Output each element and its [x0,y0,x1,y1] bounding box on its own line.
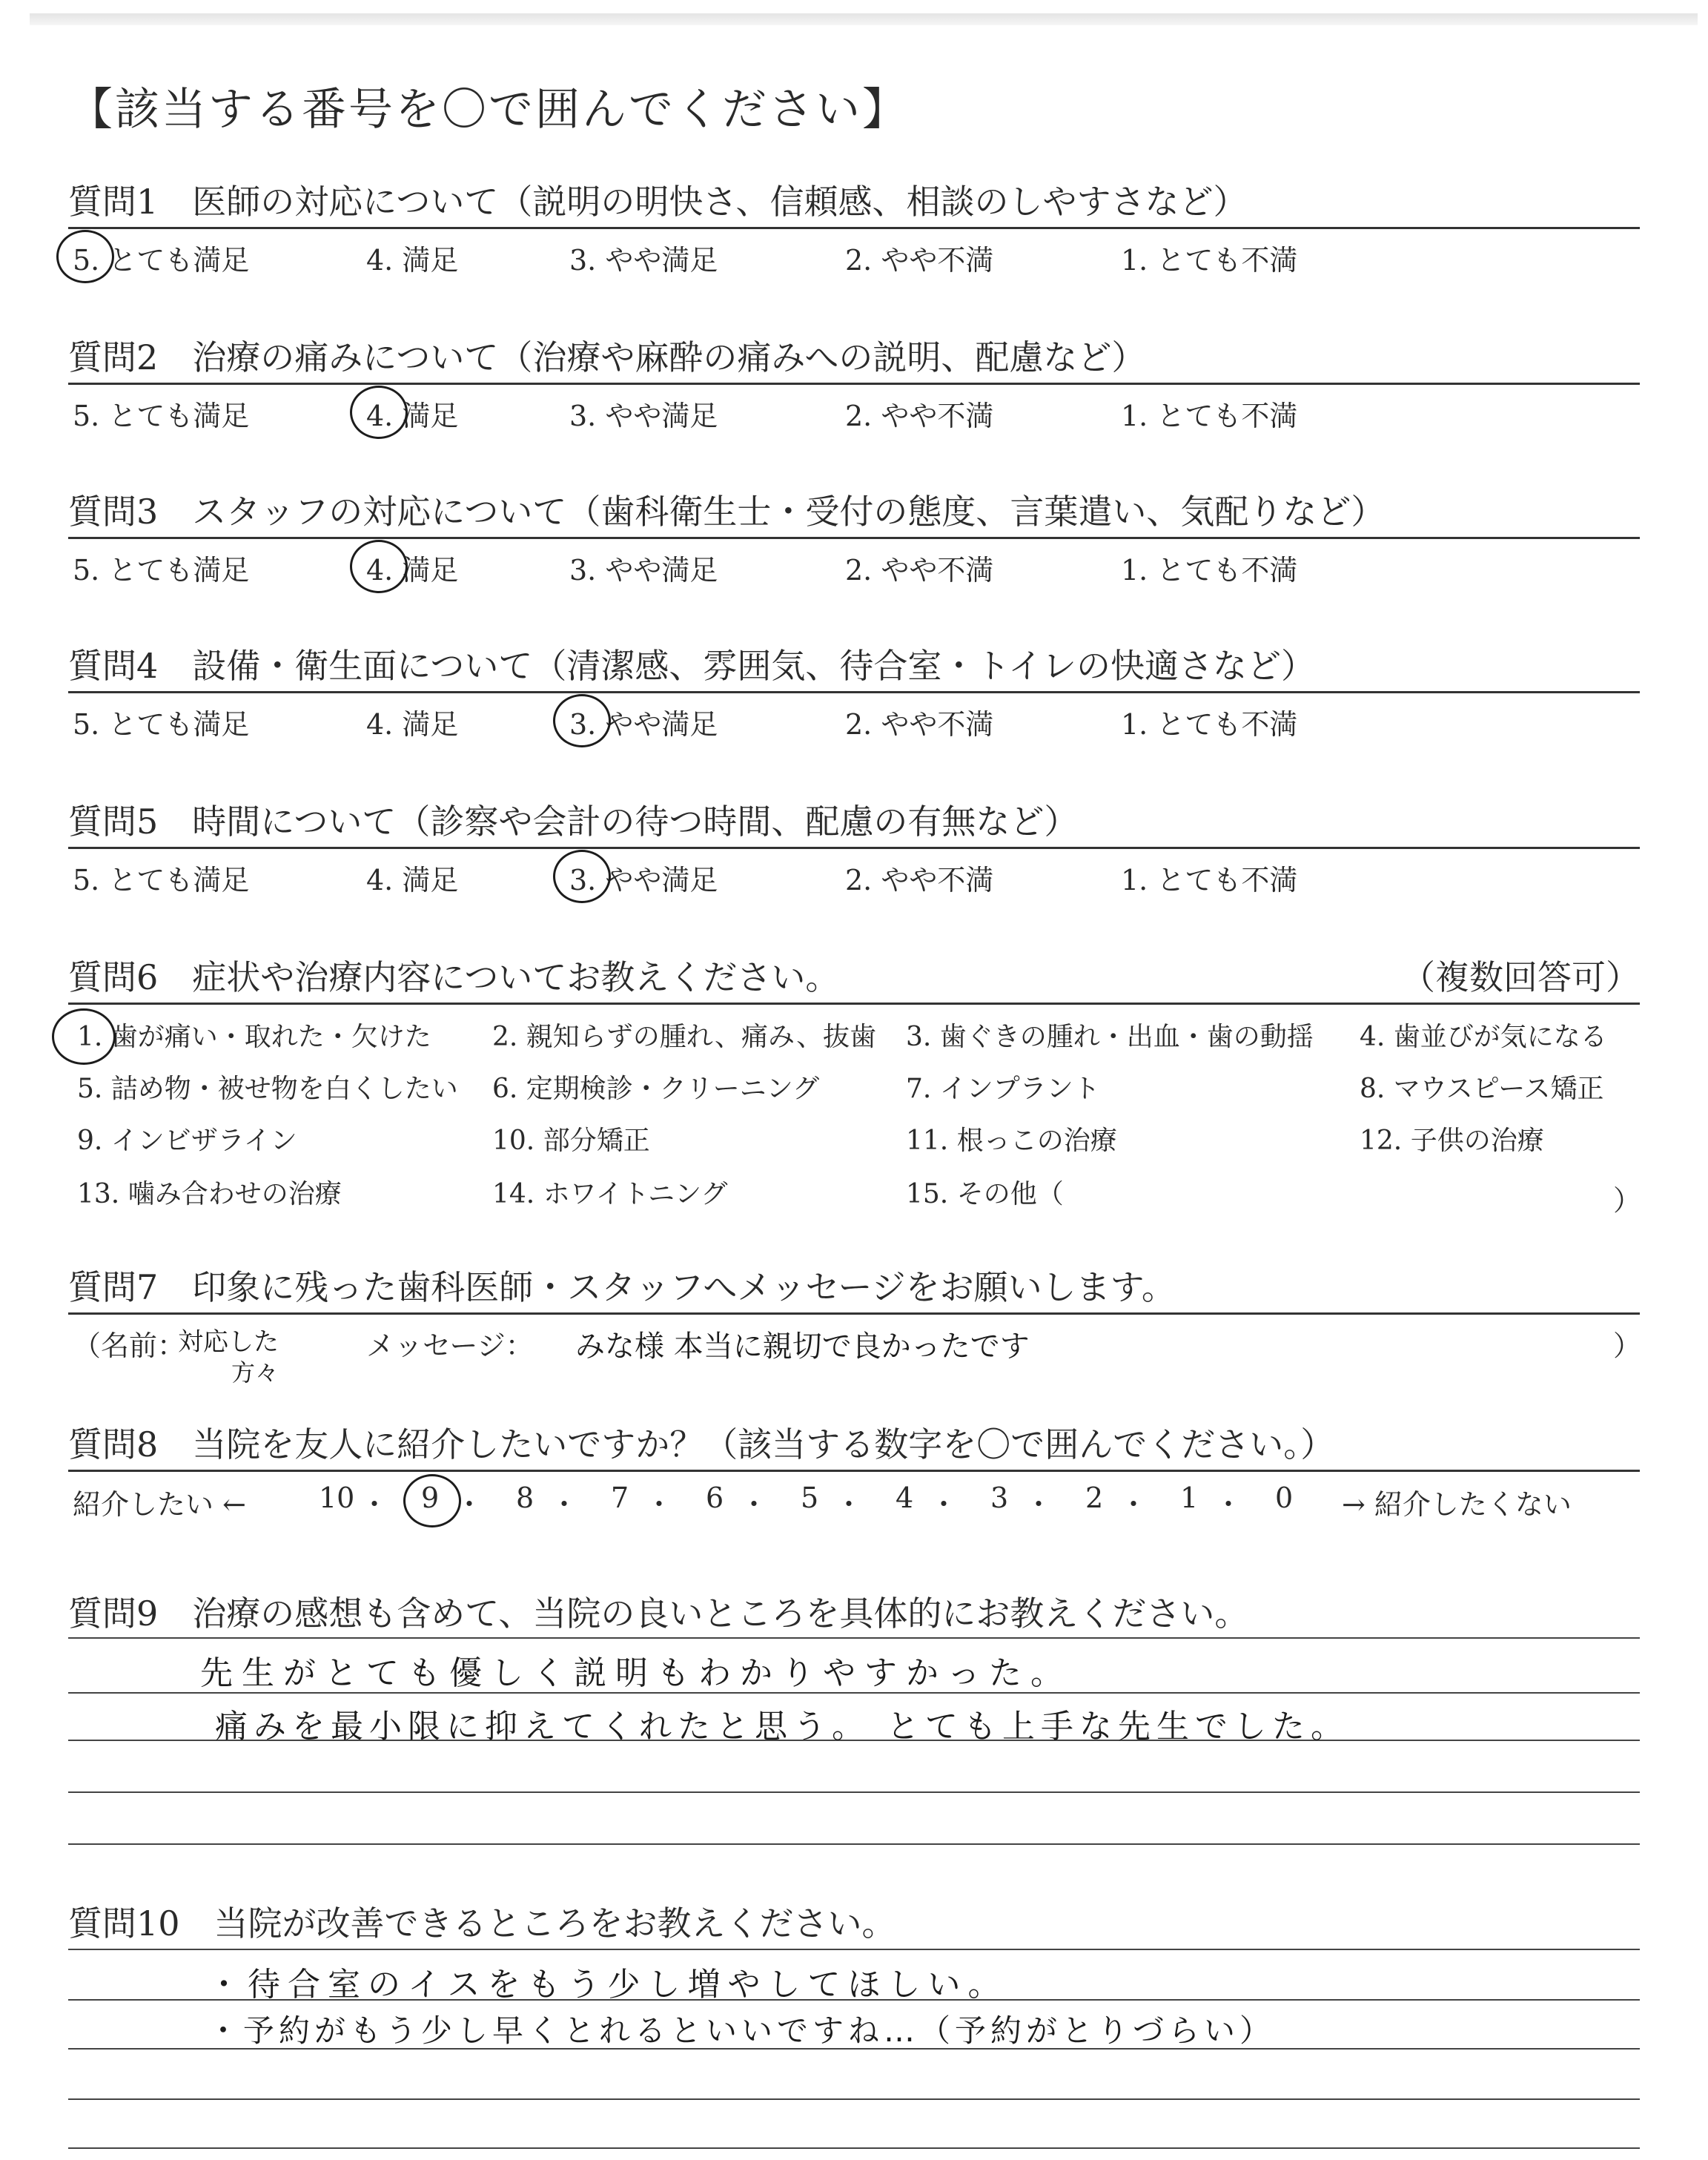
q10-line-5 [68,2147,1640,2149]
q7-message-handwritten: みな様 本当に親切で良かったです [575,1330,1030,1364]
q7-title: 質問7 印象に残った歯科医師・スタッフへメッセージをお願いします。 [68,1267,1176,1307]
q8-separator: ・ [1214,1488,1243,1521]
q8-scale-2[interactable]: 2 [1085,1482,1104,1514]
q3-title: 質問3 スタッフの対応について（歯科衛生士・受付の態度、言葉遣い、気配りなど） [68,492,1386,532]
q6-option-6[interactable]: 6. 定期検診・クリーニング [492,1074,820,1104]
q6-option-4[interactable]: 4. 歯並びが気になる [1360,1022,1607,1052]
q1-option-4[interactable]: 4. 満足 [366,244,459,277]
q8-rule [68,1470,1640,1472]
q7-name-handwritten-1: 対応した [178,1327,279,1357]
q8-scale-0[interactable]: 0 [1275,1482,1294,1514]
q2-option-1[interactable]: 1. とても不満 [1121,400,1298,432]
q8-handdrawn-circle [403,1474,461,1527]
q2-option-5[interactable]: 5. とても満足 [73,400,250,432]
q2-handdrawn-circle [350,386,408,439]
q8-scale-9[interactable]: 9 [421,1482,440,1514]
q8-separator: ・ [360,1488,389,1521]
q6-option-11[interactable]: 11. 根っこの治療 [906,1126,1117,1156]
q4-option-4[interactable]: 4. 満足 [366,708,459,741]
q8-separator: ・ [1025,1488,1053,1521]
q7-close-paren: ） [1613,1330,1642,1362]
q5-option-4[interactable]: 4. 満足 [366,864,459,896]
q5-option-3[interactable]: 3. やや満足 [569,864,718,896]
q6-other-close-paren: ） [1613,1184,1642,1217]
q6-option-2[interactable]: 2. 親知らずの腫れ、痛み、抜歯 [492,1022,877,1052]
q8-scale-3[interactable]: 3 [990,1482,1009,1514]
q4-title: 質問4 設備・衛生面について（清潔感、雰囲気、待合室・トイレの快適さなど） [68,646,1316,686]
q5-handdrawn-circle [553,850,611,903]
q6-option-13[interactable]: 13. 噛み合わせの治療 [77,1179,342,1209]
q8-left-label: 紹介したい ← [73,1488,246,1521]
q6-title: 質問6 症状や治療内容についてお教えください。 [68,957,840,997]
q2-option-3[interactable]: 3. やや満足 [569,400,718,432]
q8-scale-10[interactable]: 10 [319,1482,355,1514]
q8-separator: ・ [1119,1488,1148,1521]
q6-option-5[interactable]: 5. 詰め物・被せ物を白くしたい [77,1074,458,1104]
q8-scale-7[interactable]: 7 [611,1482,629,1514]
q3-option-2[interactable]: 2. やや不満 [845,554,994,587]
q2-rule [68,383,1640,385]
q1-handdrawn-circle [56,230,114,283]
q9-line-1 [68,1637,1640,1639]
q7-name-label: （名前： [73,1330,186,1362]
q8-separator: ・ [930,1488,959,1521]
q3-handdrawn-circle [350,540,408,593]
q8-right-label: → 紹介したくない [1342,1488,1572,1521]
q5-title: 質問5 時間について（診察や会計の待つ時間、配慮の有無など） [68,802,1079,842]
q9-answer-1: 先生がとても優しく説明もわかりやすかった。 [200,1654,1072,1692]
q6-option-15[interactable]: 15. その他（ [906,1179,1064,1209]
q9-line-4 [68,1791,1640,1793]
q10-answer-2: ・予約がもう少し早くとれるといいですね…（予約がとりづらい） [208,2012,1276,2049]
q1-title: 質問1 医師の対応について（説明の明快さ、信頼感、相談のしやすさなど） [68,182,1248,222]
q8-separator: ・ [455,1488,484,1521]
q8-scale-1[interactable]: 1 [1180,1482,1199,1514]
q5-option-5[interactable]: 5. とても満足 [73,864,250,896]
q4-option-1[interactable]: 1. とても不満 [1121,708,1298,741]
q6-option-7[interactable]: 7. インプラント [906,1074,1100,1104]
q4-rule [68,691,1640,693]
q10-line-1 [68,1949,1640,1950]
q1-option-2[interactable]: 2. やや不満 [845,244,994,277]
q2-option-4[interactable]: 4. 満足 [366,400,459,432]
q8-separator: ・ [740,1488,769,1521]
q8-separator: ・ [645,1488,674,1521]
q1-option-3[interactable]: 3. やや満足 [569,244,718,277]
q6-option-14[interactable]: 14. ホワイトニング [492,1179,728,1209]
q6-option-9[interactable]: 9. インビザライン [77,1126,297,1156]
q5-rule [68,847,1640,849]
q1-option-1[interactable]: 1. とても不満 [1121,244,1298,277]
q9-line-5 [68,1843,1640,1845]
q4-option-2[interactable]: 2. やや不満 [845,708,994,741]
q8-separator: ・ [550,1488,579,1521]
q3-option-4[interactable]: 4. 満足 [366,554,459,587]
q8-scale-5[interactable]: 5 [801,1482,819,1514]
q6-option-10[interactable]: 10. 部分矯正 [492,1126,650,1156]
q6-handdrawn-circle [52,1008,116,1065]
q6-option-3[interactable]: 3. 歯ぐきの腫れ・出血・歯の動揺 [906,1022,1314,1052]
q7-name-handwritten-2: 方々 [231,1358,279,1387]
q8-title: 質問8 当院を友人に紹介したいですか？（該当する数字を〇で囲んでください。） [68,1424,1335,1464]
q3-rule [68,537,1640,539]
q10-answer-1: ・待合室のイスをもう少し増やしてほしい。 [208,1966,1008,2004]
q5-option-1[interactable]: 1. とても不満 [1121,864,1298,896]
q9-answer-2: 痛みを最小限に抑えてくれたと思う。 とても上手な先生でした。 [215,1708,1349,1745]
q3-option-5[interactable]: 5. とても満足 [73,554,250,587]
q6-option-1[interactable]: 1. 歯が痛い・取れた・欠けた [77,1022,431,1052]
q6-multiple-answer-note: （複数回答可） [1401,957,1640,997]
q2-title: 質問2 治療の痛みについて（治療や麻酔の痛みへの説明、配慮など） [68,337,1146,377]
q4-handdrawn-circle [553,694,611,747]
q8-scale-4[interactable]: 4 [896,1482,914,1514]
q10-line-4 [68,2098,1640,2100]
q6-option-8[interactable]: 8. マウスピース矯正 [1360,1074,1604,1104]
q3-option-3[interactable]: 3. やや満足 [569,554,718,587]
q7-message-label: メッセージ： [366,1330,534,1362]
q4-option-3[interactable]: 3. やや満足 [569,708,718,741]
q6-option-12[interactable]: 12. 子供の治療 [1360,1126,1544,1156]
q8-scale-8[interactable]: 8 [516,1482,534,1514]
scan-top-edge [30,13,1698,25]
q1-option-5[interactable]: 5. とても満足 [73,244,250,277]
q7-rule [68,1312,1640,1315]
q9-title: 質問9 治療の感想も含めて、当院の良いところを具体的にお教えください。 [68,1593,1249,1634]
q8-scale-6[interactable]: 6 [706,1482,724,1514]
page-title: 【該当する番号を〇で囲んでください】 [68,84,909,136]
q2-option-2[interactable]: 2. やや不満 [845,400,994,432]
q1-rule [68,227,1640,229]
q3-option-1[interactable]: 1. とても不満 [1121,554,1298,587]
q6-rule [68,1003,1640,1005]
q10-title: 質問10 当院が改善できるところをお教えください。 [68,1903,896,1943]
q8-separator: ・ [835,1488,864,1521]
q5-option-2[interactable]: 2. やや不満 [845,864,994,896]
q4-option-5[interactable]: 5. とても満足 [73,708,250,741]
